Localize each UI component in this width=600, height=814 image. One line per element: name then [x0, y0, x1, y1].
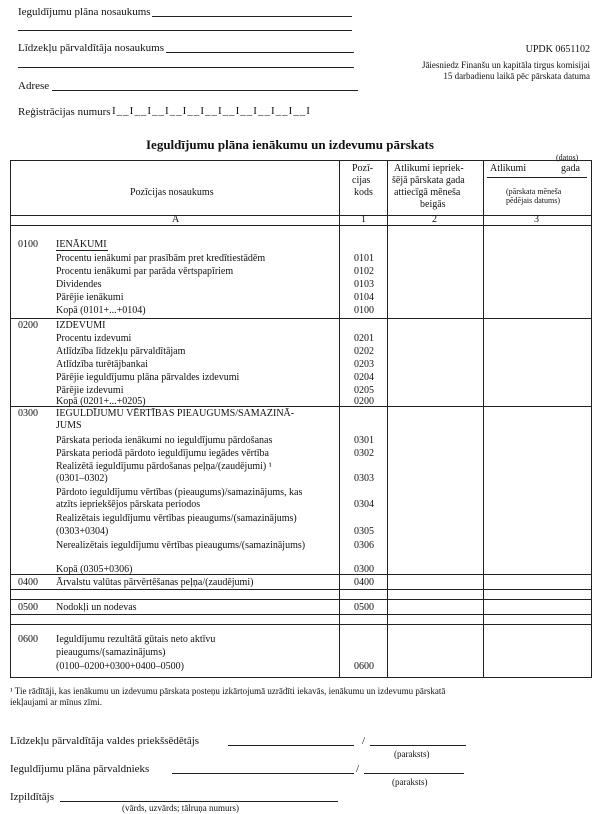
form-code: UPDK 0651102: [525, 44, 590, 55]
row-total-label: Kopā (0101+...+0104): [56, 305, 146, 316]
row-label: Procentu izdevumi: [56, 333, 132, 344]
slash: /: [362, 735, 366, 747]
row-label: Procentu ienākumi par prasībām pret kredītiestādēm: [56, 253, 266, 264]
plan-name-field-line2[interactable]: [18, 30, 352, 31]
col-header-code-3: kods: [354, 187, 373, 198]
preparer-label: Izpildītājs: [10, 791, 54, 803]
row-code: 0500: [354, 602, 374, 613]
row-label-cont: (0301–0302): [56, 473, 108, 484]
col-index-1: 1: [361, 214, 366, 225]
col-header-cur-1b: gada: [561, 163, 580, 174]
section-title-1: IEGULDĪJUMU VĒRTĪBAS PIEAUGUMS/SAMAZINĀ-: [56, 408, 295, 419]
section-title-2: pieaugums/(samazinājums): [56, 647, 166, 658]
row-label: Pārskata periodā pārdoto ieguldījumu iegādes vērtība: [56, 448, 269, 459]
date-note: (datos): [556, 153, 579, 162]
section-title: Ārvalstu valūtas pārvērtēšanas peļņa/(zaudējumi): [56, 577, 254, 588]
col-header-cur-3: pēdējais datums): [506, 196, 560, 205]
row-code: 0101: [354, 253, 374, 264]
plan-name-label: Ieguldījumu plāna nosaukums: [18, 6, 151, 18]
row-code: 0302: [354, 448, 374, 459]
manager-name-field-line2[interactable]: [18, 67, 354, 68]
row-total-label: Kopā (0201+...+0205): [56, 396, 146, 407]
col-index-3: 3: [534, 214, 539, 225]
sig-caption: (paraksts): [394, 749, 430, 759]
chair-label: Līdzekļu pārvaldītāja valdes priekšsēdētājs: [10, 735, 200, 747]
row-label: Pārējie izdevumi: [56, 385, 124, 396]
section-num: 0400: [18, 577, 38, 588]
registration-label: Reģistrācijas numurs: [18, 106, 111, 118]
section-num: 0200: [18, 320, 38, 331]
col-header-prev-4: beigās: [420, 199, 446, 210]
footnote-line-1: ¹ Tie rādītāji, kas ienākumu un izdevumu pārskata posteņu izkārtojumā uzrādīti iekavās, ienākumu un izdevumu pārskatā: [10, 686, 446, 696]
row-label-cont: atzīts iepriekšējos pārskata periodos: [56, 499, 201, 510]
submit-note-1: Jāiesniedz Finanšu un kapitāla tirgus komisijai: [421, 60, 590, 70]
address-label: Adrese: [18, 80, 50, 92]
plan-name-field[interactable]: [152, 16, 352, 17]
manager-label: Ieguldījumu plāna pārvaldnieks: [10, 763, 150, 775]
col-header-code-2: cijas: [352, 175, 371, 186]
row-label: Pārējie ieguldījumu plāna pārvaldes izdevumi: [56, 372, 240, 383]
col-header-code-1: Pozī-: [352, 163, 374, 174]
row-code: 0204: [354, 372, 374, 383]
row-code: 0102: [354, 266, 374, 277]
preparer-caption: (vārds, uzvārds; tālruņa numurs): [122, 803, 239, 813]
section-num: 0500: [18, 602, 38, 613]
footnote-line-2: iekļaujami ar mīnus zīmi.: [10, 697, 102, 707]
col-header-name: Pozīcijas nosaukums: [130, 187, 214, 198]
manager-name-field[interactable]: [166, 52, 354, 53]
row-total-code: 0200: [354, 396, 374, 407]
registration-number-boxes[interactable]: I__I__I__I__I__I__I__I__I__I__I__I: [112, 105, 311, 117]
section-title-1: Ieguldījumu rezultātā gūtais neto aktīvu: [56, 634, 216, 645]
row-code: 0103: [354, 279, 374, 290]
row-code: 0201: [354, 333, 374, 344]
row-code: 0205: [354, 385, 374, 396]
col-index-2: 2: [432, 214, 437, 225]
row-label: Atlīdzība turētājbankai: [56, 359, 148, 370]
manager-name-label: Līdzekļu pārvaldītāja nosaukums: [18, 42, 165, 54]
col-index-a: A: [172, 214, 180, 225]
col-header-prev-3: attiecīgā mēneša: [394, 187, 461, 198]
report-title: Ieguldījumu plāna ienākumu un izdevumu pārskats: [146, 137, 434, 152]
section-num: 0100: [18, 239, 38, 250]
row-code: 0305: [354, 526, 374, 537]
manager-person-name-field[interactable]: [172, 773, 354, 774]
section-num: 0600: [18, 634, 38, 645]
row-code: 0104: [354, 292, 374, 303]
row-label: Realizētais ieguldījumu vērtības pieaugums/(samazinājums): [56, 513, 297, 524]
row-total-label: Kopā (0305+0306): [56, 564, 133, 575]
col-header-cur-1: Atlikumi: [490, 163, 527, 174]
row-total-code: 0300: [354, 564, 374, 575]
row-label-cont: (0303+0304): [56, 526, 109, 537]
row-code: 0304: [354, 499, 374, 510]
row-code: 0202: [354, 346, 374, 357]
row-label: Nerealizētais ieguldījumu vērtības pieaugums/(samazinājums): [56, 540, 306, 551]
row-label: Dividendes: [56, 279, 102, 290]
chair-name-field[interactable]: [228, 745, 354, 746]
row-code: 0400: [354, 577, 374, 588]
section-title: IZDEVUMI: [56, 320, 106, 331]
manager-signature-field[interactable]: [364, 773, 464, 774]
row-code: 0600: [354, 661, 374, 672]
row-label: Realizētā ieguldījumu pārdošanas peļņa/(zaudējumi) ¹: [56, 461, 272, 472]
section-num: 0300: [18, 408, 38, 419]
row-label: Pārskata perioda ienākumi no ieguldījumu pārdošanas: [56, 435, 273, 446]
row-code: 0301: [354, 435, 374, 446]
chair-signature-field[interactable]: [370, 745, 466, 746]
row-label: Procentu ienākumi par parāda vērtspapīriem: [56, 266, 234, 277]
slash: /: [356, 763, 360, 775]
section-title: Nodokļi un nodevas: [56, 602, 137, 613]
row-total-code: 0100: [354, 305, 374, 316]
row-code: 0203: [354, 359, 374, 370]
sig-caption: (paraksts): [392, 777, 428, 787]
col-header-cur-2: (pārskata mēneša: [506, 187, 562, 196]
section-title-2: JUMS: [56, 420, 82, 431]
row-code: 0306: [354, 540, 374, 551]
section-title-3: (0100–0200+0300+0400–0500): [56, 661, 184, 672]
submit-note-2: 15 darbadienu laikā pēc pārskata datuma: [443, 71, 590, 81]
row-label: Pārējie ienākumi: [56, 292, 124, 303]
address-field[interactable]: [52, 90, 358, 91]
col-header-prev-1: Atlikumi iepriek-: [394, 163, 464, 174]
row-label: Atlīdzība līdzekļu pārvaldītājam: [56, 346, 186, 357]
section-title: IENĀKUMI: [56, 239, 107, 250]
row-code: 0303: [354, 473, 374, 484]
row-label: Pārdoto ieguldījumu vērtības (pieaugums)/samazinājums, kas: [56, 487, 303, 498]
col-header-prev-2: šējā pārskata gada: [392, 175, 465, 186]
preparer-field[interactable]: [60, 801, 338, 802]
